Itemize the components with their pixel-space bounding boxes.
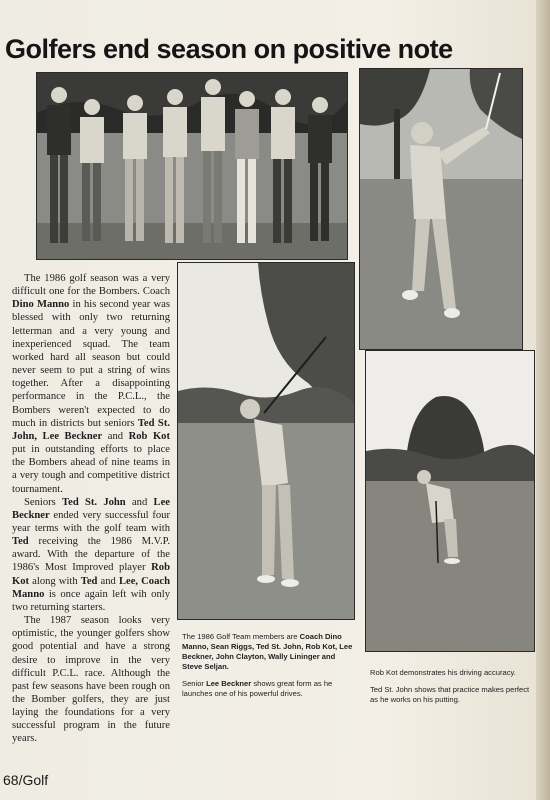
text-run: Seniors xyxy=(24,496,63,508)
bold-name: Ted St. John xyxy=(62,496,126,508)
page-spine-shadow xyxy=(536,0,550,800)
bold-name: Coach Dino Manno, Sean Riggs, Ted St. John, Rob Kot, Lee Beckner, John Clayton, Wally Lininger and Steve Seljan. xyxy=(182,632,353,671)
article-paragraph-1 xyxy=(12,272,170,496)
bold-name: Lee Beckner xyxy=(206,679,252,688)
bold-name: Rob Kot xyxy=(128,430,171,442)
bold-name: Ted St. John, Lee Beckner xyxy=(12,417,170,442)
golfer-followthrough-photo xyxy=(359,68,523,350)
text-run: is once again left wih only two returning starters. xyxy=(12,588,170,613)
text-run: ended very successful four year terms with the golf team with xyxy=(12,509,170,534)
text-run: and xyxy=(102,430,129,442)
text-run: along with xyxy=(29,575,81,587)
text-run: Senior xyxy=(182,679,207,688)
article-paragraph-2 xyxy=(12,496,170,614)
golfer-putting-photo xyxy=(365,350,535,652)
beckner-caption xyxy=(182,679,354,699)
bold-name: Dino Manno xyxy=(12,299,70,311)
text-run: The 1986 golf season was a very difficult one for the Bombers. Coach xyxy=(12,273,170,298)
team-photo xyxy=(36,72,348,260)
team-caption-block xyxy=(182,632,354,706)
stjohn-caption: Ted St. John shows that practice makes perfect as he works on his putting. xyxy=(370,685,530,704)
team-caption xyxy=(182,632,354,672)
article-body xyxy=(12,272,170,746)
page-headline: Golfers end season on positive note xyxy=(5,34,453,64)
article-paragraph-3: The 1987 season looks very optimistic, the younger golfers show good potential and have a strong desire to improve in the very difficult P.C.L. race. Although the past few seasons have been rough on the Bomber golfers, they are just laying the foundations for a very successful program in the future years. xyxy=(12,615,170,745)
text-run: The 1986 Golf Team members are xyxy=(182,632,300,641)
bold-name: Lee Beckner xyxy=(12,496,170,521)
text-run: and xyxy=(97,575,119,587)
bold-name: Rob Kot xyxy=(12,562,170,587)
text-run: shows great form as he launches one of his powerful drives. xyxy=(182,679,333,698)
page-folio: 68/Golf xyxy=(3,772,49,788)
bold-name: Lee, Coach Manno xyxy=(12,575,170,600)
kot-caption: Rob Kot demonstrates his driving accuracy. xyxy=(370,668,516,677)
golfer-drive-photo xyxy=(177,262,355,620)
text-run: and xyxy=(125,496,154,508)
bold-name: Ted xyxy=(80,575,98,587)
right-caption-block xyxy=(370,668,530,712)
bold-name: Ted xyxy=(12,536,29,548)
text-run: receiving the 1986 M.V.P. award. With the departure of the 1986's Most Improved player xyxy=(12,536,170,574)
text-run: put in outstanding efforts to place the Bombers ahead of nine teams in a very tough and competitive district tournament. xyxy=(12,444,170,495)
text-run: in his second year was blessed with only two returning letterman and a very young and inexperienced squad. The team worked hard all season but could never seem to put a string of wins together. After a disappointing performance in the P.C.L., the Bombers weren't expected to do much in districts but seniors xyxy=(12,299,170,429)
